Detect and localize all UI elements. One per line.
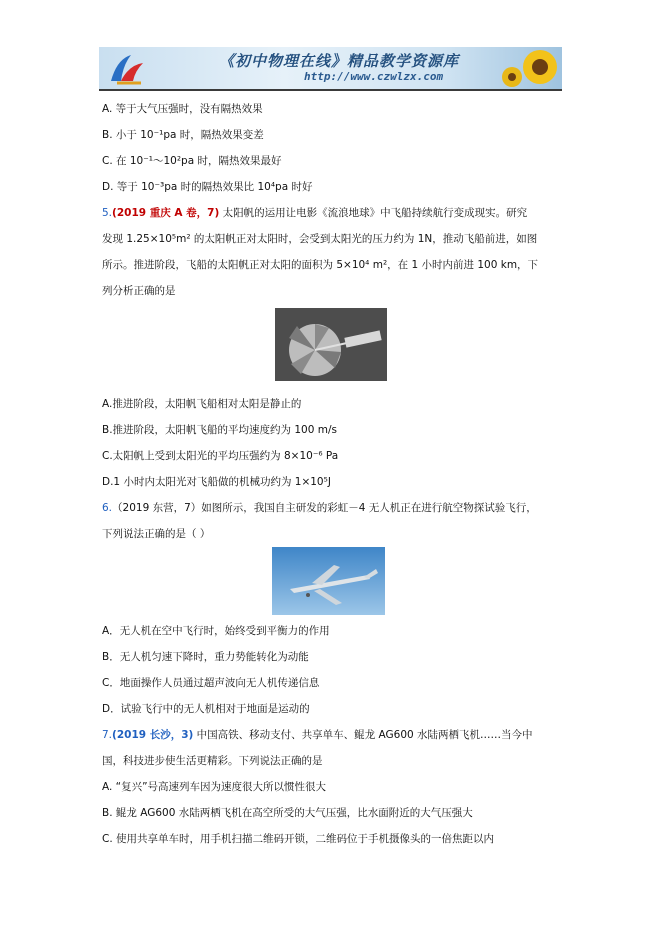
banner-title: 《初中物理在线》精品教学资源库	[219, 52, 460, 70]
q5-line-3: 所示。推进阶段，飞船的太阳帆正对太阳的面积为 5×10⁴ m²，在 1 小时内前进 100 km，下	[102, 259, 539, 271]
q7-line-1: 7.(2019 长沙，3) 中国高铁、移动支付、共享单车、鲲龙 AG600 水陆两栖飞机……当今中	[102, 729, 533, 741]
drone-image	[272, 547, 385, 615]
q5-line-2: 发现 1.25×10⁵m² 的太阳帆正对太阳时，会受到太阳光的压力约为 1N，推动飞船前进，如图	[102, 233, 538, 245]
q6-option-a: A．无人机在空中飞行时，始终受到平衡力的作用	[102, 625, 330, 637]
q6-option-d: D．试验飞行中的无人机相对于地面是运动的	[102, 703, 310, 715]
q5-option-c: C.太阳帆上受到太阳光的平均压强约为 8×10⁻⁶ Pa	[102, 450, 339, 462]
q7-source: (2019 长沙，3)	[112, 729, 194, 741]
q5-line-4: 列分析正确的是	[102, 285, 176, 297]
q4-option-c: C. 在 10⁻¹～10²pa 时，隔热效果最好	[102, 155, 282, 167]
q6-line-2: 下列说法正确的是（ ）	[102, 528, 211, 540]
q7-option-c: C. 使用共享单车时，用手机扫描二维码开锁，二维码位于手机摄像头的一倍焦距以内	[102, 833, 495, 845]
q5-number: 5.	[102, 207, 113, 219]
q6-number: 6.	[102, 502, 113, 514]
q5-option-b: B.推进阶段，太阳帆飞船的平均速度约为 100 m/s	[102, 424, 337, 436]
q4-option-b: B. 小于 10⁻¹pa 时，隔热效果变差	[102, 129, 264, 141]
q5-source: (2019 重庆 A 卷，7)	[112, 207, 220, 219]
solar-sail-image	[275, 308, 387, 381]
q7-option-a: A. “复兴”号高速列车因为速度很大所以惯性很大	[102, 781, 327, 793]
q6-line-1: 6.（2019 东营，7）如图所示，我国自主研发的彩虹－4 无人机正在进行航空物探试验飞行，	[102, 502, 537, 514]
q7-number: 7.	[102, 729, 113, 741]
q6-option-c: C．地面操作人员通过超声波向无人机传递信息	[102, 677, 320, 689]
q4-option-a: A. 等于大气压强时，没有隔热效果	[102, 103, 263, 115]
logo-icon	[107, 51, 147, 85]
banner-url[interactable]: http://www.czwlzx.com	[304, 70, 444, 83]
q7-option-b: B. 鲲龙 AG600 水陆两栖飞机在高空所受的大气压强，比水面附近的大气压强大	[102, 807, 473, 819]
header-banner	[99, 47, 562, 91]
sunflower-image	[492, 47, 562, 89]
q5-option-a: A.推进阶段，太阳帆飞船相对太阳是静止的	[102, 398, 302, 410]
q7-line-2: 国，科技进步使生活更精彩。下列说法正确的是	[102, 755, 323, 767]
q5-line-1: 5.(2019 重庆 A 卷，7) 太阳帆的运用让电影《流浪地球》中飞船持续航行变成现实。研究	[102, 207, 528, 219]
q4-option-d: D. 等于 10⁻³pa 时的隔热效果比 10⁴pa 时好	[102, 181, 313, 193]
q6-option-b: B．无人机匀速下降时，重力势能转化为动能	[102, 651, 309, 663]
q5-option-d: D.1 小时内太阳光对飞船做的机械功约为 1×10⁵J	[102, 476, 331, 488]
